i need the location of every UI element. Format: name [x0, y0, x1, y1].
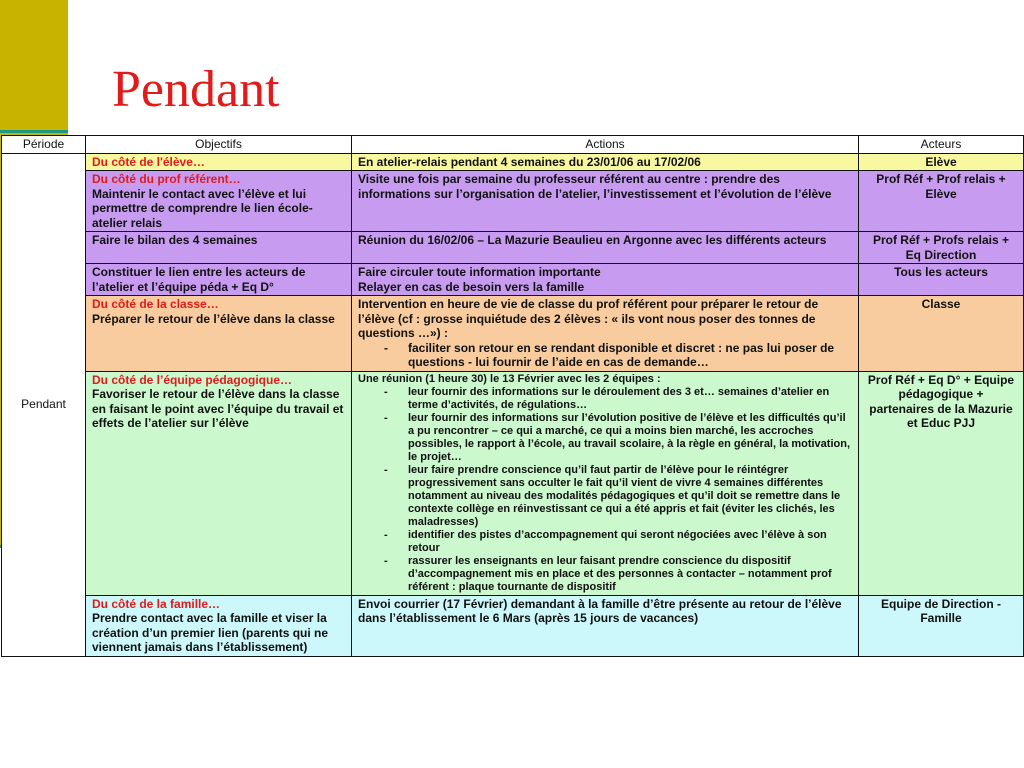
objectif-heading: Du côté du prof référent… [92, 172, 241, 186]
action-list [358, 386, 852, 594]
acteurs-cell: Prof Réf + Eq D° + Equipe pédagogique + partenaires de la Mazurie et Educ PJJ [859, 371, 1024, 595]
action-text: Envoi courrier (17 Février) demandant à la famille d’être présente au retour de l’élève dans l’établissement le 6 Mars (après 15 jours de vacances) [358, 596, 842, 625]
table-row [2, 595, 1024, 656]
header-objectifs: Objectifs [86, 136, 352, 154]
objectif-text: Prendre contact avec la famille et viser la création d’un premier lien (parents qui ne viennent jamais dans l’établissement) [92, 611, 329, 654]
objectif-heading: Du côté de la classe… [92, 297, 219, 311]
objectif-heading: Du côté de la famille… [92, 596, 221, 611]
objectif-heading: Du côté de l’équipe pédagogique… [92, 372, 293, 387]
objectif-cell [86, 595, 352, 656]
action-cell [352, 153, 859, 171]
action-list-item: - identifier des pistes d’accompagnement qui seront négociées avec l’élève à son retour [358, 529, 852, 555]
acteurs-cell: Tous les acteurs [859, 264, 1024, 296]
acteurs-cell: Equipe de Direction - Famille [859, 595, 1024, 656]
table-row [2, 264, 1024, 296]
action-cell [352, 171, 859, 232]
action-list-item: - faciliter son retour en se rendant disponible et discret : ne pas lui poser de questions - lui fournir de l’aide en cas de demande… [358, 341, 852, 370]
objectif-text: Constituer le lien entre les acteurs de l’atelier et l’équipe péda + Eq D° [92, 265, 306, 294]
table-row [2, 153, 1024, 171]
table-header-row [2, 136, 1024, 154]
action-list [358, 341, 852, 370]
action-cell [352, 232, 859, 264]
objectif-text: Faire le bilan des 4 semaines [92, 233, 258, 247]
action-list-item: - leur faire prendre conscience qu’il faut partir de l’élève pour le réintégrer progressivement sans occulter le fait qu’il vient de vivre 4 semaines différentes notamment au niveau des modalités pédagogiques et qu’il doit se remettre dans le contexte collège en réinvestissant ce qui a été appris et fait (éviter les clichés, les maladresses) [358, 464, 852, 529]
acteurs-cell: Classe [859, 296, 1024, 372]
action-cell [352, 296, 859, 372]
action-list-item: - leur fournir des informations sur le déroulement des 3 et… semaines d’atelier en terme d’activités, de régulations… [358, 386, 852, 412]
slide-title: Pendant [112, 61, 280, 118]
periode-cell: Pendant [2, 153, 86, 656]
objectif-cell [86, 264, 352, 296]
action-list-item: - rassurer les enseignants en leur faisant prendre conscience du dispositif d’accompagnement mis en place et des personnes à contacter – notamment prof référent : plaque tournante de dispositif [358, 555, 852, 594]
objectif-cell [86, 371, 352, 595]
acteurs-cell: Prof Réf + Prof relais + Elève [859, 171, 1024, 232]
objectif-heading: Du côté de l'élève… [92, 154, 205, 169]
action-plan-table [1, 135, 1024, 657]
objectif-text: Favoriser le retour de l’élève dans la classe en faisant le point avec l’équipe du travail et effets de l’atelier sur l’élève [92, 387, 344, 430]
action-text: Faire circuler toute information importante Relayer en cas de besoin vers la famille [358, 265, 601, 294]
decorative-line-top [0, 130, 68, 133]
objectif-cell [86, 153, 352, 171]
acteurs-cell: Elève [859, 153, 1024, 171]
acteurs-cell: Prof Réf + Profs relais + Eq Direction [859, 232, 1024, 264]
table-row [2, 296, 1024, 372]
table-row [2, 171, 1024, 232]
action-list-item: - leur fournir des informations sur l’évolution positive de l’élève et les difficultés qu’il a pu rencontrer – ce qui a marché, ce qui a moins bien marché, les accroches possibles, le rapport à l’école, au travail scolaire, à la règle en général, la motivation, le projet… [358, 412, 852, 464]
action-text: Une réunion (1 heure 30) le 13 Février avec les 2 équipes : [358, 372, 661, 385]
action-cell [352, 595, 859, 656]
header-periode: Période [2, 136, 86, 154]
objectif-cell [86, 296, 352, 372]
header-acteurs: Acteurs [859, 136, 1024, 154]
action-text: En atelier-relais pendant 4 semaines du 23/01/06 au 17/02/06 [358, 154, 701, 169]
table-row [2, 232, 1024, 264]
action-cell [352, 264, 859, 296]
objectif-text: Maintenir le contact avec l’élève et lui permettre de comprendre le lien école-atelier relais [92, 186, 313, 230]
action-text: Intervention en heure de vie de classe du prof référent pour préparer le retour de l’élève (cf : grosse inquiétude des 2 élèves : « ils vont nous poser des tonnes de questions …») : [358, 297, 819, 340]
objectif-text: Préparer le retour de l’élève dans la classe [92, 311, 335, 326]
action-text: Visite une fois par semaine du professeur référent au centre : prendre des informations sur l’organisation de l’atelier, l’investissement et l’évolution de l’élève [358, 172, 832, 201]
table-row [2, 371, 1024, 595]
objectif-cell [86, 232, 352, 264]
objectif-cell [86, 171, 352, 232]
action-text: Réunion du 16/02/06 – La Mazurie Beaulieu en Argonne avec les différents acteurs [358, 233, 827, 247]
action-cell [352, 371, 859, 595]
header-actions: Actions [352, 136, 859, 154]
